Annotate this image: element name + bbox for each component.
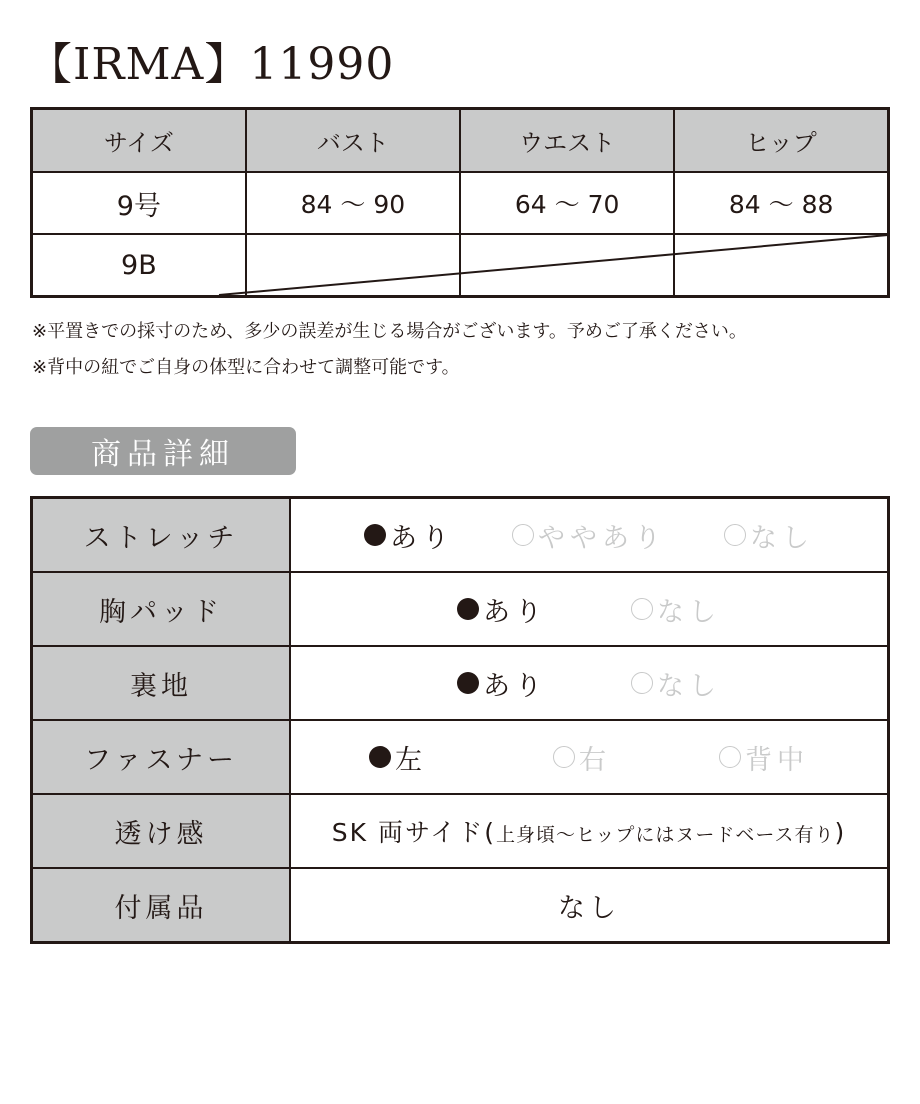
filled-circle-icon [457, 672, 479, 694]
hip-value: 84 ～ 88 [674, 172, 888, 234]
notes [32, 314, 747, 386]
size-label: 9B [32, 234, 246, 297]
waist-value: 64 ～ 70 [460, 172, 674, 234]
row-options [290, 720, 889, 794]
header-hip: ヒップ [674, 109, 888, 173]
bust-value: 84 ～ 90 [246, 172, 460, 234]
row-label: 胸パッド [32, 572, 291, 646]
empty-circle-icon [719, 746, 741, 768]
table-row [32, 172, 889, 234]
row-label: 透け感 [32, 794, 291, 868]
filled-circle-icon [369, 746, 391, 768]
filled-circle-icon [364, 524, 386, 546]
waist-value [460, 234, 674, 297]
row-label: 付属品 [32, 868, 291, 943]
note-line: ※平置きでの採寸のため、多少の誤差が生じる場合がございます。予めご了承ください。 [32, 321, 747, 342]
empty-circle-icon [631, 598, 653, 620]
empty-circle-icon [631, 672, 653, 694]
empty-circle-icon [512, 524, 534, 546]
option-unselected: 背中 [719, 738, 809, 777]
option-selected: あり [457, 664, 547, 703]
note-line: ※背中の紐でご自身の体型に合わせて調整可能です。 [32, 357, 460, 378]
row-label: 裏地 [32, 646, 291, 720]
header-bust: バスト [246, 109, 460, 173]
detail-row-fastener [32, 720, 889, 794]
section-label-product-details: 商品詳細 [30, 427, 296, 475]
hip-value [674, 234, 888, 297]
option-unselected: なし [631, 590, 721, 629]
product-title: 【IRMA】11990 [28, 39, 395, 90]
size-table-header-row [32, 109, 889, 173]
row-label: ストレッチ [32, 498, 291, 573]
option-selected: 左 [369, 738, 427, 777]
row-label: ファスナー [32, 720, 291, 794]
row-options [290, 646, 889, 720]
empty-circle-icon [724, 524, 746, 546]
detail-table [30, 496, 890, 944]
option-selected: あり [457, 590, 547, 629]
bust-value [246, 234, 460, 297]
detail-row-stretch [32, 498, 889, 573]
filled-circle-icon [457, 598, 479, 620]
option-unselected: なし [631, 664, 721, 703]
row-value: なし [290, 868, 889, 943]
option-unselected: ややあり [512, 516, 666, 555]
detail-row-accessories [32, 868, 889, 943]
option-selected: あり [364, 516, 454, 555]
detail-row-pad [32, 572, 889, 646]
row-value: SK 両サイド(上身頃〜ヒップにはヌードベース有り) [290, 794, 889, 868]
detail-row-sheer [32, 794, 889, 868]
header-waist: ウエスト [460, 109, 674, 173]
row-options [290, 498, 889, 573]
size-label: 9号 [32, 172, 246, 234]
table-row [32, 234, 889, 297]
option-unselected: なし [724, 516, 814, 555]
size-table [30, 107, 890, 298]
header-size: サイズ [32, 109, 246, 173]
detail-row-lining [32, 646, 889, 720]
empty-circle-icon [553, 746, 575, 768]
row-options [290, 572, 889, 646]
option-unselected: 右 [553, 738, 611, 777]
